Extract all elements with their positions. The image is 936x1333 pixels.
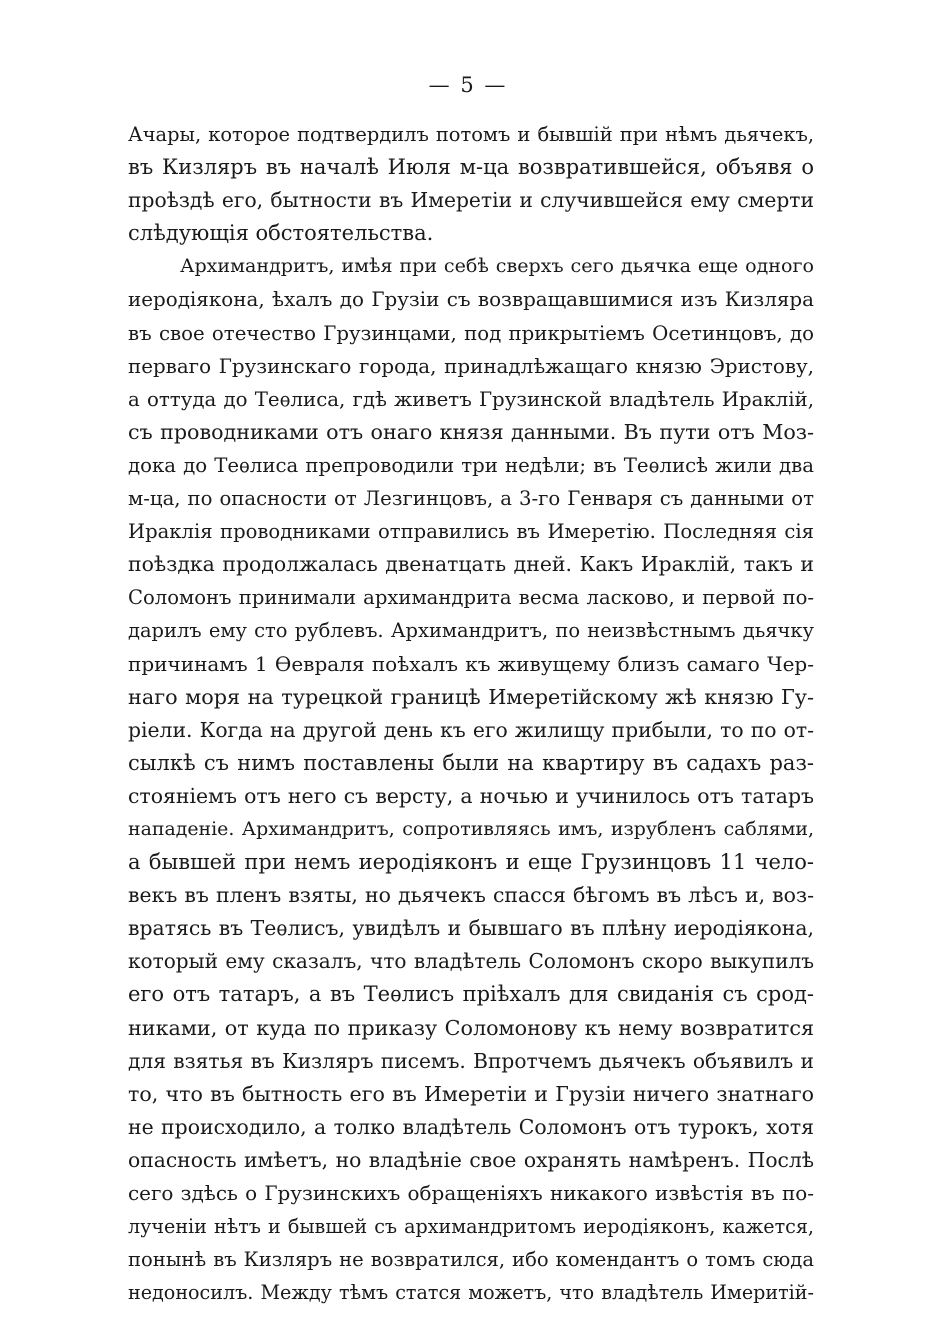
text-line: поѣздка продолжалась двенатцать дней. Какъ Ираклій, такъ и bbox=[128, 552, 814, 577]
text-line: недоносилъ. Между тѣмъ статся можетъ, что владѣтель Имеритій- bbox=[128, 1281, 814, 1305]
text-line: Ираклія проводниками отправились въ Имеретію. Последняя сія bbox=[128, 520, 814, 544]
text-line: дока до Теѳлиса препроводили три недѣли; въ Теѳлисѣ жили два bbox=[128, 453, 814, 477]
text-line: векъ въ пленъ взяты, но дьячекъ спасся бѣгомъ въ лѣсъ и, воз- bbox=[128, 883, 814, 908]
text-line: для взятья въ Кизляръ писемъ. Впротчемъ дьячекъ объявилъ и bbox=[128, 1048, 814, 1073]
text-line: понынѣ въ Кизляръ не возвратился, ибо комендантъ о томъ сюда bbox=[128, 1248, 814, 1272]
text-line: Соломонъ принимали архимандрита весма ласково, и первой по- bbox=[128, 586, 814, 610]
text-line: стояніемъ отъ него съ версту, а ночью и учинилось отъ татаръ bbox=[128, 783, 814, 808]
text-line: Архимандритъ, имѣя при себѣ сверхъ сего дьячка еще одного bbox=[180, 255, 814, 278]
text-line: сылкѣ съ нимъ поставлены были на квартиру въ садахъ раз- bbox=[128, 750, 814, 775]
text-line: его отъ татаръ, а въ Теѳлисъ пріѣхалъ для свиданія съ срод- bbox=[128, 982, 814, 1007]
text-line: сего здѣсь о Грузинскихъ обращеніяхъ никакого извѣстія въ по- bbox=[128, 1181, 814, 1205]
text-line: а оттуда до Теѳлиса, гдѣ живетъ Грузинской владѣтель Ираклій, bbox=[128, 387, 814, 411]
text-line: который ему сказалъ, что владѣтель Соломонъ скоро выкупилъ bbox=[128, 949, 814, 974]
text-line: перваго Грузинскаго города, принадлѣжащаго князю Эристову, bbox=[128, 354, 814, 378]
text-line: то, что въ бытность его въ Имеретіи и Грузіи ничего знатнаго bbox=[128, 1081, 814, 1106]
text-line: слѣдующія обстоятельства. bbox=[128, 221, 434, 246]
text-line: никами, от куда по приказу Соломонову къ нему возвратится bbox=[128, 1015, 814, 1040]
body-text bbox=[128, 118, 814, 1309]
text-line: Ачары, которое подтвердилъ потомъ и бывшій при нѣмъ дьячекъ, bbox=[128, 123, 814, 146]
text-line: м-ца, по опасности от Лезгинцовъ, а 3-го Генваря съ данными от bbox=[128, 487, 814, 511]
text-line: лученіи нѣтъ и бывшей съ архимандритомъ иеродіяконъ, кажется, bbox=[128, 1215, 814, 1239]
text-line: съ проводниками отъ онаго князя данными. Въ пути отъ Моз- bbox=[128, 419, 814, 444]
text-line: вратясь въ Теѳлисъ, увидѣлъ и бывшаго въ плѣну иеродіякона, bbox=[128, 916, 814, 941]
text-line: въ Кизляръ въ началѣ Июля м-ца возвратившейся, объявя о bbox=[128, 155, 814, 180]
text-line: нападеніе. Архимандритъ, сопротивляясь имъ, изрубленъ саблями, bbox=[128, 817, 814, 840]
text-line: а бывшей при немъ иеродіяконъ и еще Грузинцовъ 11 чело- bbox=[128, 850, 814, 875]
text-line: проѣздѣ его, бытности въ Имеретіи и случившейся ему смерти bbox=[128, 188, 814, 213]
text-line: причинамъ 1 Ѳевраля поѣхалъ къ живущему близъ самаго Чер- bbox=[128, 651, 814, 676]
text-line: ріели. Когда на другой день къ его жилищу прибыли, то по от- bbox=[128, 717, 814, 742]
page-number: — 5 — bbox=[428, 73, 508, 97]
text-line: иеродіякона, ѣхалъ до Грузіи съ возвращавшимися изъ Кизляра bbox=[128, 288, 814, 312]
text-line: не происходило, а толко владѣтель Соломонъ отъ турокъ, хотя bbox=[128, 1114, 814, 1139]
text-line: наго моря на турецкой границѣ Имеретійскому жѣ князю Гу- bbox=[128, 684, 814, 709]
text-line: въ свое отечество Грузинцами, под прикрытіемъ Осетинцовъ, до bbox=[128, 321, 814, 345]
text-line: дарилъ ему сто рублевъ. Архимандритъ, по неизвѣстнымъ дьячку bbox=[128, 619, 814, 643]
text-line: опасность имѣетъ, но владѣніе свое охранять намѣренъ. Послѣ bbox=[128, 1147, 814, 1172]
